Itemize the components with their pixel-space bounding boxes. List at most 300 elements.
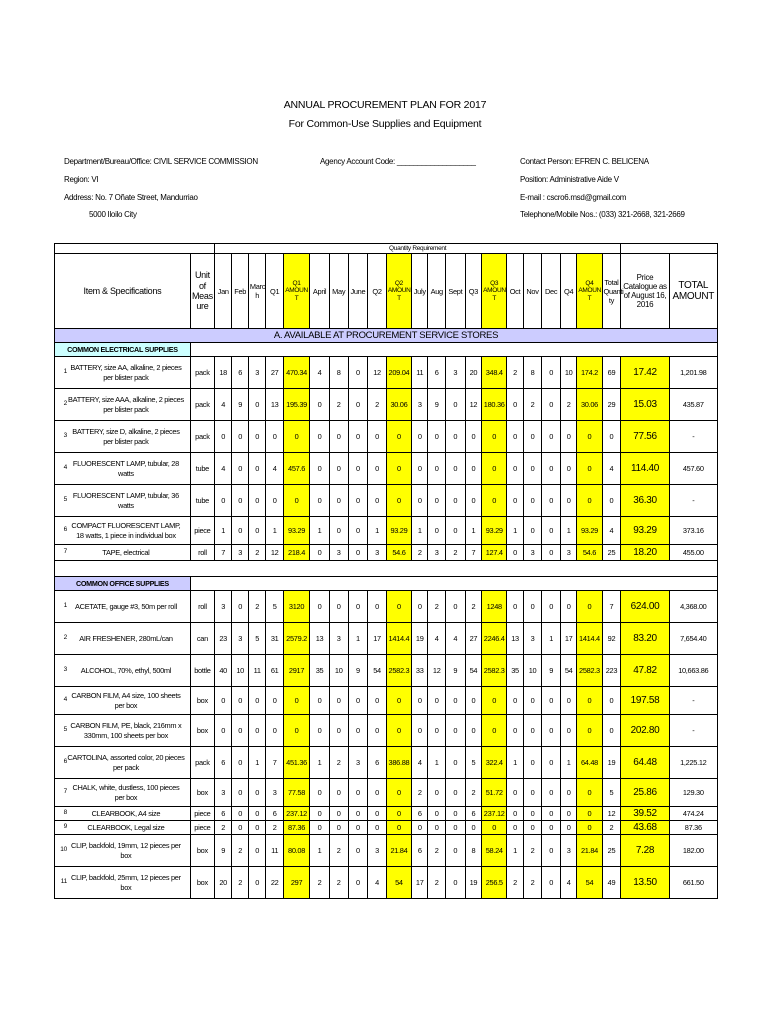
quarter-amount-cell: 297	[283, 867, 309, 899]
quarter-amount-cell: 30.06	[577, 389, 602, 421]
quarter-amount-cell: 209.04	[386, 357, 411, 389]
quantity-cell: 0	[368, 453, 387, 485]
item-number: 4	[63, 696, 67, 704]
quarter-amount-cell: 30.06	[386, 389, 411, 421]
quantity-cell: 6	[266, 807, 284, 821]
quantity-cell: 1	[310, 835, 330, 867]
item-number: 4	[63, 464, 67, 472]
quantity-cell: 0	[523, 453, 542, 485]
quantity-cell: 0	[507, 687, 523, 715]
quantity-cell: 9	[445, 655, 465, 687]
quarter-amount-cell: 237.12	[482, 807, 507, 821]
quarter-amount-cell: 218.4	[283, 545, 309, 561]
quantity-cell: 0	[507, 545, 523, 561]
item-number: 7	[63, 548, 67, 556]
item-description: CARTOLINA, assorted color, 20 pieces per pack	[67, 752, 185, 772]
quantity-cell: 3	[560, 545, 576, 561]
month-header: Oct	[507, 254, 523, 329]
quantity-cell: 0	[368, 421, 387, 453]
unit-cell: pack	[190, 421, 214, 453]
quantity-cell: 3	[445, 357, 465, 389]
quantity-cell: 13	[310, 623, 330, 655]
item-description: CARBON FILM, PE, black, 216mm x 330mm, 100 sheets per box	[70, 720, 182, 740]
total-amount-cell: -	[669, 715, 717, 747]
total-amount-cell: -	[669, 687, 717, 715]
month-header: Q4	[560, 254, 576, 329]
quantity-cell: 0	[348, 821, 368, 835]
quantity-cell: 18	[214, 357, 232, 389]
price-cell: 64.48	[621, 747, 669, 779]
unit-cell: box	[190, 687, 214, 715]
quantity-cell: 0	[560, 715, 576, 747]
quantity-cell: 4	[412, 747, 428, 779]
unit-cell: box	[190, 779, 214, 807]
quantity-cell: 12	[428, 655, 446, 687]
quantity-cell: 19	[412, 623, 428, 655]
quantity-cell: 4	[214, 389, 232, 421]
item-description: BATTERY, size AAA, alkaline, 2 pieces per blister pack	[68, 394, 184, 414]
quarter-amount-cell: 54.6	[577, 545, 602, 561]
quantity-cell: 3	[523, 545, 542, 561]
quarter-amount-cell: 0	[482, 485, 507, 517]
quarter-amount-cell: 0	[577, 591, 602, 623]
price-cell: 17.42	[621, 357, 669, 389]
quantity-cell: 0	[214, 421, 232, 453]
item-description: CLIP, backfold, 19mm, 12 pieces per box	[71, 840, 181, 860]
quantity-cell: 61	[266, 655, 284, 687]
table-row	[55, 715, 718, 747]
quantity-cell: 3	[368, 545, 387, 561]
quarter-amount-cell: 174.2	[577, 357, 602, 389]
quantity-cell: 0	[445, 835, 465, 867]
header-blank	[55, 244, 215, 254]
quantity-cell: 0	[348, 517, 368, 545]
unit-cell: box	[190, 715, 214, 747]
quantity-cell: 0	[542, 591, 561, 623]
quantity-cell: 6	[428, 357, 446, 389]
total-quantity-cell: 19	[602, 747, 621, 779]
quantity-cell: 0	[232, 421, 248, 453]
quarter-amount-cell: 0	[386, 485, 411, 517]
blank-cell	[190, 343, 717, 357]
total-quantity-cell: 223	[602, 655, 621, 687]
quantity-cell: 0	[232, 485, 248, 517]
quantity-cell: 7	[214, 545, 232, 561]
quarter-amount-cell: 0	[386, 715, 411, 747]
quantity-cell: 0	[310, 779, 330, 807]
quantity-cell: 2	[445, 545, 465, 561]
quarter-amount-cell: 1414.4	[577, 623, 602, 655]
document-subtitle: For Common-Use Supplies and Equipment	[288, 118, 482, 130]
quantity-cell: 2	[329, 747, 348, 779]
total-amount-cell: 7,654.40	[669, 623, 717, 655]
quantity-cell: 0	[348, 779, 368, 807]
month-header: Q2	[368, 254, 387, 329]
quantity-cell: 0	[465, 453, 481, 485]
quantity-cell: 0	[368, 807, 387, 821]
quantity-cell: 3	[232, 545, 248, 561]
quantity-cell: 0	[542, 687, 561, 715]
item-description: FLUORESCENT LAMP, tubular, 36 watts	[72, 490, 179, 510]
table-row	[55, 779, 718, 807]
agency-code-field: Agency Account Code: ___________________	[320, 157, 476, 166]
quantity-cell: 0	[232, 687, 248, 715]
quarter-amount-cell: 54	[386, 867, 411, 899]
quarter-amount-cell: 237.12	[283, 807, 309, 821]
quantity-cell: 0	[560, 779, 576, 807]
quantity-cell: 0	[412, 821, 428, 835]
quarter-amount-cell: 0	[283, 421, 309, 453]
unit-cell: tube	[190, 485, 214, 517]
quantity-cell: 0	[412, 421, 428, 453]
quantity-cell: 0	[329, 807, 348, 821]
table-row	[55, 389, 718, 421]
quantity-cell: 0	[248, 421, 266, 453]
quantity-cell: 1	[214, 517, 232, 545]
total-quantity-cell: 12	[602, 807, 621, 821]
total-quantity-cell: 69	[602, 357, 621, 389]
quantity-cell: 5	[248, 623, 266, 655]
quantity-cell: 20	[465, 357, 481, 389]
total-amount-cell: 4,368.00	[669, 591, 717, 623]
quantity-cell: 2	[248, 591, 266, 623]
quarter-amount-cell: 0	[482, 421, 507, 453]
quantity-cell: 0	[465, 715, 481, 747]
item-number: 11	[60, 878, 67, 886]
item-spec-cell	[55, 821, 191, 835]
item-spec-cell	[55, 655, 191, 687]
quantity-cell: 4	[445, 623, 465, 655]
section-a-heading: A. AVAILABLE AT PROCUREMENT SERVICE STORES	[55, 329, 718, 343]
quantity-cell: 2	[329, 389, 348, 421]
price-cell: 624.00	[621, 591, 669, 623]
quantity-cell: 2	[329, 867, 348, 899]
table-row	[55, 591, 718, 623]
quantity-cell: 6	[232, 357, 248, 389]
quantity-cell: 9	[214, 835, 232, 867]
quantity-cell: 0	[428, 821, 446, 835]
quantity-cell: 0	[507, 807, 523, 821]
price-cell: 202.80	[621, 715, 669, 747]
unit-of-measure-header: Unit of Meas ure	[190, 254, 214, 329]
quantity-cell: 0	[248, 389, 266, 421]
quantity-cell: 0	[542, 867, 561, 899]
quantity-cell: 0	[348, 421, 368, 453]
unit-cell: roll	[190, 591, 214, 623]
total-amount-cell: 87.36	[669, 821, 717, 835]
quantity-cell: 0	[445, 779, 465, 807]
quarter-amount-cell: 87.36	[283, 821, 309, 835]
quantity-cell: 2	[560, 389, 576, 421]
price-cell: 197.58	[621, 687, 669, 715]
quantity-cell: 0	[542, 821, 561, 835]
quantity-cell: 1	[507, 517, 523, 545]
unit-cell: tube	[190, 453, 214, 485]
quantity-cell: 6	[214, 747, 232, 779]
quantity-cell: 11	[248, 655, 266, 687]
quantity-cell: 0	[445, 687, 465, 715]
quantity-cell: 2	[523, 835, 542, 867]
quantity-cell: 0	[428, 715, 446, 747]
quarter-amount-cell: 54.6	[386, 545, 411, 561]
quarter-amount-cell: 2582.3	[386, 655, 411, 687]
table-row	[55, 453, 718, 485]
quantity-cell: 0	[348, 835, 368, 867]
quantity-cell: 0	[248, 687, 266, 715]
quantity-cell: 2	[523, 867, 542, 899]
unit-cell: piece	[190, 807, 214, 821]
month-header: Nov	[523, 254, 542, 329]
quantity-cell: 2	[266, 821, 284, 835]
unit-cell: pack	[190, 389, 214, 421]
quantity-cell: 0	[445, 517, 465, 545]
quantity-cell: 4	[560, 867, 576, 899]
quantity-cell: 0	[523, 747, 542, 779]
quantity-cell: 2	[523, 389, 542, 421]
common-electrical-supplies-heading: COMMON ELECTRICAL SUPPLIES	[55, 343, 191, 357]
quantity-cell: 0	[329, 779, 348, 807]
month-header: Q3	[465, 254, 481, 329]
quantity-cell: 0	[412, 591, 428, 623]
quarter-amount-cell: 0	[283, 687, 309, 715]
item-spec-cell	[55, 747, 191, 779]
item-description: TAPE, electrical	[102, 547, 150, 557]
quantity-cell: 1	[412, 517, 428, 545]
quantity-cell: 54	[368, 655, 387, 687]
quarter-amount-cell: 470.34	[283, 357, 309, 389]
unit-cell: box	[190, 867, 214, 899]
quantity-cell: 0	[368, 779, 387, 807]
price-cell: 47.82	[621, 655, 669, 687]
quantity-cell: 10	[232, 655, 248, 687]
quantity-cell: 0	[507, 485, 523, 517]
month-header: Sept	[445, 254, 465, 329]
quantity-cell: 0	[507, 821, 523, 835]
item-description: ALCOHOL, 70%, ethyl, 500ml	[80, 665, 172, 675]
quantity-cell: 0	[348, 485, 368, 517]
total-quantity-cell: 0	[602, 687, 621, 715]
quantity-cell: 0	[232, 747, 248, 779]
item-spec-cell	[55, 867, 191, 899]
item-number: 3	[63, 666, 67, 674]
total-quantity-cell: 0	[602, 421, 621, 453]
quarter-amount-cell: 0	[577, 421, 602, 453]
price-cell: 93.29	[621, 517, 669, 545]
quarter-amount-cell: 0	[386, 687, 411, 715]
quantity-cell: 0	[266, 421, 284, 453]
unit-cell: bottle	[190, 655, 214, 687]
quantity-cell: 1	[368, 517, 387, 545]
quantity-cell: 0	[507, 715, 523, 747]
quantity-cell: 2	[428, 867, 446, 899]
quantity-cell: 0	[329, 687, 348, 715]
item-number: 3	[63, 432, 67, 440]
quarter-amount-cell: 93.29	[482, 517, 507, 545]
quantity-cell: 0	[248, 715, 266, 747]
item-spec-cell	[55, 807, 191, 821]
quantity-cell: 0	[232, 517, 248, 545]
quarter-amount-cell: 77.58	[283, 779, 309, 807]
quantity-cell: 0	[248, 821, 266, 835]
quantity-cell: 3	[214, 779, 232, 807]
quantity-cell: 0	[523, 421, 542, 453]
quantity-cell: 0	[507, 421, 523, 453]
item-spec-cell	[55, 485, 191, 517]
quarter-amount-cell: 1414.4	[386, 623, 411, 655]
quantity-cell: 0	[329, 453, 348, 485]
item-description: ACETATE, gauge #3, 50m per roll	[75, 601, 177, 611]
quantity-cell: 3	[560, 835, 576, 867]
quantity-cell: 1	[348, 623, 368, 655]
month-header: Marc h	[248, 254, 266, 329]
quantity-cell: 1	[465, 517, 481, 545]
quantity-cell: 0	[560, 687, 576, 715]
quantity-cell: 3	[266, 779, 284, 807]
quantity-cell: 6	[214, 807, 232, 821]
quantity-cell: 2	[507, 357, 523, 389]
quantity-cell: 0	[560, 591, 576, 623]
quantity-cell: 11	[412, 357, 428, 389]
quantity-cell: 2	[412, 545, 428, 561]
quantity-cell: 0	[465, 485, 481, 517]
telephone-field: Telephone/Mobile Nos.: (033) 321-2668, 321-2669	[520, 210, 685, 219]
quantity-cell: 17	[412, 867, 428, 899]
quantity-cell: 3	[428, 545, 446, 561]
quarter-amount-cell: 0	[283, 485, 309, 517]
month-header: Aug	[428, 254, 446, 329]
quantity-cell: 0	[348, 687, 368, 715]
unit-cell: pack	[190, 747, 214, 779]
quantity-cell: 0	[232, 779, 248, 807]
item-number: 6	[63, 758, 67, 766]
quantity-cell: 12	[266, 545, 284, 561]
quantity-cell: 1	[248, 747, 266, 779]
table-row	[55, 867, 718, 899]
quantity-cell: 2	[214, 821, 232, 835]
quarter-amount-cell: 0	[482, 687, 507, 715]
quantity-cell: 0	[507, 389, 523, 421]
total-amount-header: TOTAL AMOUNT	[669, 254, 717, 329]
quantity-cell: 0	[310, 821, 330, 835]
quarter-amount-cell: 54	[577, 867, 602, 899]
quantity-cell: 0	[428, 687, 446, 715]
quantity-cell: 0	[368, 591, 387, 623]
quarter-amount-cell: 348.4	[482, 357, 507, 389]
quantity-cell: 0	[266, 485, 284, 517]
item-description: FLUORESCENT LAMP, tubular, 28 watts	[72, 458, 179, 478]
table-row	[55, 421, 718, 453]
table-row	[55, 357, 718, 389]
quantity-cell: 0	[348, 867, 368, 899]
quantity-cell: 0	[348, 545, 368, 561]
quantity-cell: 0	[368, 687, 387, 715]
quantity-cell: 1	[428, 747, 446, 779]
quarter-amount-cell: 0	[577, 715, 602, 747]
item-description: CLEARBOOK, A4 size	[91, 808, 161, 818]
quantity-cell: 3	[329, 545, 348, 561]
quantity-cell: 0	[542, 453, 561, 485]
quantity-cell: 7	[266, 747, 284, 779]
quantity-cell: 17	[368, 623, 387, 655]
quantity-cell: 0	[310, 421, 330, 453]
total-amount-cell: 129.30	[669, 779, 717, 807]
quantity-cell: 0	[445, 747, 465, 779]
quantity-cell: 17	[560, 623, 576, 655]
total-amount-cell: 455.00	[669, 545, 717, 561]
quarter-amount-header: Q2 AMOUN T	[386, 254, 411, 329]
table-row	[55, 485, 718, 517]
quantity-cell: 2	[428, 591, 446, 623]
quarter-amount-cell: 93.29	[577, 517, 602, 545]
quantity-cell: 0	[348, 357, 368, 389]
quantity-cell: 0	[412, 485, 428, 517]
quarter-amount-cell: 3120	[283, 591, 309, 623]
blank-cell	[190, 577, 717, 591]
item-number: 9	[63, 823, 67, 831]
price-cell: 77.56	[621, 421, 669, 453]
quarter-amount-cell: 21.84	[577, 835, 602, 867]
quantity-cell: 0	[465, 687, 481, 715]
quantity-cell: 0	[329, 517, 348, 545]
quantity-cell: 9	[232, 389, 248, 421]
quantity-cell: 0	[412, 715, 428, 747]
quantity-cell: 7	[465, 545, 481, 561]
quantity-cell: 0	[428, 421, 446, 453]
quarter-amount-cell: 2582.3	[482, 655, 507, 687]
quantity-cell: 0	[348, 453, 368, 485]
quarter-amount-cell: 322.4	[482, 747, 507, 779]
quantity-cell: 0	[445, 453, 465, 485]
quantity-cell: 0	[214, 715, 232, 747]
quarter-amount-cell: 0	[386, 453, 411, 485]
total-amount-cell: 1,225.12	[669, 747, 717, 779]
quantity-cell: 11	[266, 835, 284, 867]
quantity-cell: 0	[310, 485, 330, 517]
quantity-cell: 0	[248, 807, 266, 821]
total-amount-cell: 182.00	[669, 835, 717, 867]
quantity-cell: 0	[542, 747, 561, 779]
unit-cell: pack	[190, 357, 214, 389]
item-description: CLIP, backfold, 25mm, 12 pieces per box	[71, 872, 181, 892]
quantity-cell: 3	[232, 623, 248, 655]
unit-cell: piece	[190, 821, 214, 835]
quarter-amount-cell: 195.39	[283, 389, 309, 421]
quantity-cell: 10	[329, 655, 348, 687]
quarter-amount-cell: 93.29	[386, 517, 411, 545]
quantity-cell: 4	[368, 867, 387, 899]
quarter-amount-cell: 0	[283, 715, 309, 747]
quantity-cell: 0	[445, 807, 465, 821]
contact-person-field: Contact Person: EFREN C. BELICENA	[520, 157, 649, 166]
quantity-cell: 0	[428, 517, 446, 545]
quantity-cell: 6	[412, 835, 428, 867]
quarter-amount-header: Q3 AMOUN T	[482, 254, 507, 329]
quantity-cell: 10	[560, 357, 576, 389]
total-amount-cell: 1,201.98	[669, 357, 717, 389]
item-spec-cell	[55, 357, 191, 389]
quantity-cell: 0	[266, 715, 284, 747]
item-description: BATTERY, size D, alkaline, 2 pieces per blister pack	[72, 426, 180, 446]
quarter-amount-cell: 0	[386, 821, 411, 835]
item-description: CHALK, white, dustless, 100 pieces per box	[72, 782, 180, 802]
department-field: Department/Bureau/Office: CIVIL SERVICE COMMISSION	[64, 157, 258, 166]
quantity-cell: 0	[560, 821, 576, 835]
quantity-cell: 0	[542, 517, 561, 545]
quantity-cell: 0	[542, 485, 561, 517]
quantity-requirement-header: Quantity Requirement	[214, 244, 620, 254]
quantity-cell: 35	[507, 655, 523, 687]
item-description: AIR FRESHENER, 280mL/can	[79, 633, 173, 643]
